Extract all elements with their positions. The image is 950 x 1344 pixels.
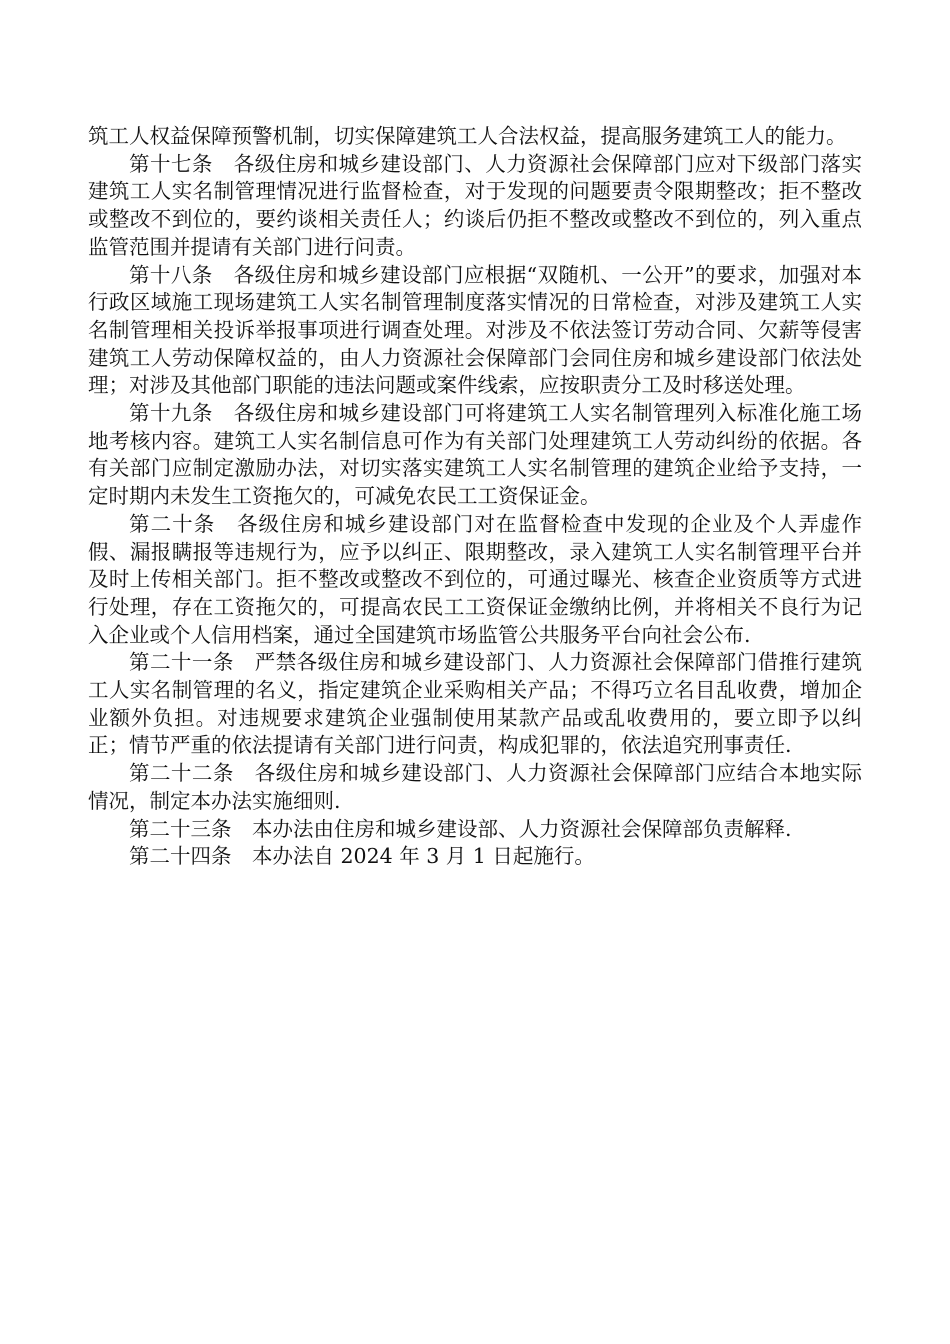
article-24: 第二十四条 本办法自 2024 年 3 月 1 日起施行。 [129, 844, 595, 869]
article-18: 第十八条 各级住房和城乡建设部门应根据“双随机、一公开”的要求，加强对本行政区域施工现场建筑工人实名制管理制度落实情况的日常检查，对涉及建筑工人实名制管理相关投诉举报事项进行调查处理。对涉及不依法签订劳动合同、欠薪等侵害建筑工人劳动保障权益的，由人力资源社会保障部门会同住房和城乡建设部门依法处理；对涉及其他部门职能的违法问题或案件线索，应按职责分工及时移送处理。 [88, 262, 862, 398]
article-19: 第十九条 各级住房和城乡建设部门可将建筑工人实名制管理列入标准化施工场地考核内容。建筑工人实名制信息可作为有关部门处理建筑工人劳动纠纷的依据。各有关部门应制定激励办法，对切实落实建筑工人实名制管理的建筑企业给予支持，一定时期内未发生工资拖欠的，可减免农民工工资保证金。 [88, 401, 862, 509]
article-23: 第二十三条 本办法由住房和城乡建设部、人力资源社会保障部负责解释. [129, 816, 792, 841]
article-20: 第二十条 各级住房和城乡建设部门对在监督检查中发现的企业及个人弄虚作假、漏报瞒报等违规行为，应予以纠正、限期整改，录入建筑工人实名制管理平台并及时上传相关部门。拒不整改或整改不到位的，可通过曝光、核查企业资质等方式进行处理，存在工资拖欠的，可提高农民工工资保证金缴纳比例，并将相关不良行为记入企业或个人信用档案，通过全国建筑市场监管公共服务平台向社会公布. [88, 511, 862, 647]
paragraph-continuation: 筑工人权益保障预警机制，切实保障建筑工人合法权益，提高服务建筑工人的能力。 [88, 124, 847, 148]
document-body [88, 123, 862, 871]
article-22: 第二十二条 各级住房和城乡建设部门、人力资源社会保障部门应结合本地实际情况，制定本办法实施细则. [88, 761, 862, 813]
article-21: 第二十一条 严禁各级住房和城乡建设部门、人力资源社会保障部门借推行建筑工人实名制管理的名义，指定建筑企业采购相关产品；不得巧立名目乱收费，增加企业额外负担。对违规要求建筑企业强制使用某款产品或乱收费用的，要立即予以纠正；情节严重的依法提请有关部门进行问责，构成犯罪的，依法追究刑事责任. [88, 650, 862, 758]
article-17: 第十七条 各级住房和城乡建设部门、人力资源社会保障部门应对下级部门落实建筑工人实名制管理情况进行监督检查，对于发现的问题要责令限期整改；拒不整改或整改不到位的，要约谈相关责任人；约谈后仍拒不整改或整改不到位的，列入重点监管范围并提请有关部门进行问责。 [88, 151, 862, 259]
